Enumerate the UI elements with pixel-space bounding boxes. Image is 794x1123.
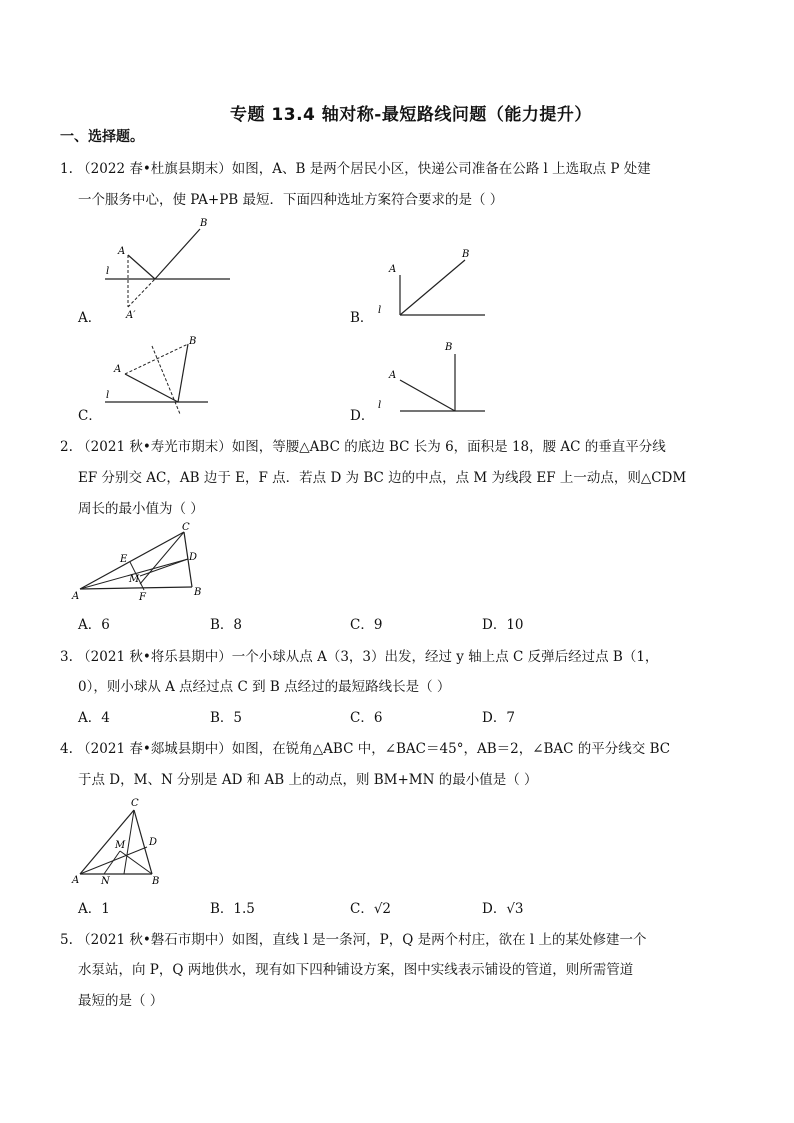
q5-text-line2: 水泵站，向 P，Q 两地供水，现有如下四种铺设方案，图中实线表示铺设的管道，则所需管道	[78, 962, 634, 978]
q2-option-a: A．6	[78, 617, 110, 633]
q1-figure-a	[100, 212, 240, 322]
label-b: B	[194, 587, 202, 598]
q3-text-line2: 0），则小球从 A 点经过点 C 到 B 点经过的最短路线长是（ ）	[78, 679, 451, 695]
q2-text-line1: 2. （2021 秋•寿光市期末）如图，等腰△ABC 的底边 BC 长为 6，面积是 18，腰 AC 的垂直平分线	[60, 439, 666, 455]
q2-option-b: B．8	[210, 617, 243, 633]
label-b: B	[462, 249, 470, 260]
q1-figure-c	[100, 332, 215, 417]
q3-option-a: A．4	[78, 710, 110, 726]
q1-text-line1: 1. （2022 春•杜旗县期末）如图，A、B 是两个居民小区，快递公司准备在公路 l 上选取点 P 处建	[60, 161, 651, 177]
q1-option-b: B．	[350, 310, 374, 326]
label-c: C	[182, 522, 190, 533]
label-l: l	[106, 390, 110, 401]
q1-figure-d	[375, 336, 490, 416]
label-b: B	[152, 876, 160, 887]
label-l: l	[106, 266, 110, 277]
label-m: M	[115, 840, 126, 851]
q2-text-line2: EF 分别交 AC，AB 边于 E，F 点．若点 D 为 BC 边的中点，点 M 为线段 EF 上一动点，则△CDM	[78, 470, 687, 486]
q4-option-d: D．√3	[482, 901, 524, 917]
q4-figure	[72, 794, 172, 889]
q5-text-line3: 最短的是（ ）	[78, 993, 164, 1009]
label-d: D	[149, 837, 158, 848]
q3-option-c: C．6	[350, 710, 383, 726]
q2-figure	[72, 522, 207, 602]
label-b: B	[200, 218, 208, 229]
label-b: B	[445, 342, 453, 353]
label-m: M	[129, 574, 140, 585]
label-c: C	[131, 798, 139, 809]
label-a: A	[389, 264, 397, 275]
q4-text-line1: 4. （2021 春•郯城县期中）如图，在锐角△ABC 中，∠BAC＝45°，AB＝2，∠BAC 的平分线交 BC	[60, 741, 671, 757]
page-title: 专题 13.4 轴对称-最短路线问题（能力提升）	[230, 105, 592, 125]
label-a: A	[389, 370, 397, 381]
label-a: A	[118, 246, 126, 257]
label-f: F	[139, 592, 146, 603]
q1-option-a: A．	[78, 310, 102, 326]
q4-text-line2: 于点 D，M、N 分别是 AD 和 AB 上的动点，则 BM+MN 的最小值是（ ）	[78, 772, 538, 788]
q3-text-line1: 3. （2021 秋•将乐县期中）一个小球从点 A（3，3）出发，经过 y 轴上点 C 反弹后经过点 B（1，	[60, 649, 659, 665]
q3-option-d: D．7	[482, 710, 515, 726]
q1-figure-b	[375, 245, 490, 325]
q4-option-c: C．√2	[350, 901, 392, 917]
q1-option-d: D．	[350, 408, 375, 424]
q1-text-line2: 一个服务中心，使 PA+PB 最短．下面四种选址方案符合要求的是（ ）	[78, 192, 504, 208]
label-l: l	[378, 400, 382, 411]
label-a: A	[114, 364, 122, 375]
label-a-prime: A′	[126, 310, 136, 321]
q5-text-line1: 5. （2021 秋•磐石市期中）如图，直线 l 是一条河，P，Q 是两个村庄，欲在 l 上的某处修建一个	[60, 932, 647, 948]
q2-option-c: C．9	[350, 617, 383, 633]
q4-option-b: B．1.5	[210, 901, 255, 917]
q2-option-d: D．10	[482, 617, 524, 633]
q2-text-line3: 周长的最小值为（ ）	[78, 501, 204, 517]
q1-option-c: C．	[78, 408, 102, 424]
label-l: l	[378, 305, 382, 316]
label-e: E	[120, 554, 128, 565]
q4-option-a: A．1	[78, 901, 110, 917]
label-b: B	[189, 336, 197, 347]
label-n: N	[101, 876, 110, 887]
label-a: A	[72, 875, 80, 886]
section-heading: 一、选择题。	[60, 129, 144, 145]
label-a: A	[72, 591, 80, 602]
q3-option-b: B．5	[210, 710, 243, 726]
label-d: D	[189, 552, 198, 563]
